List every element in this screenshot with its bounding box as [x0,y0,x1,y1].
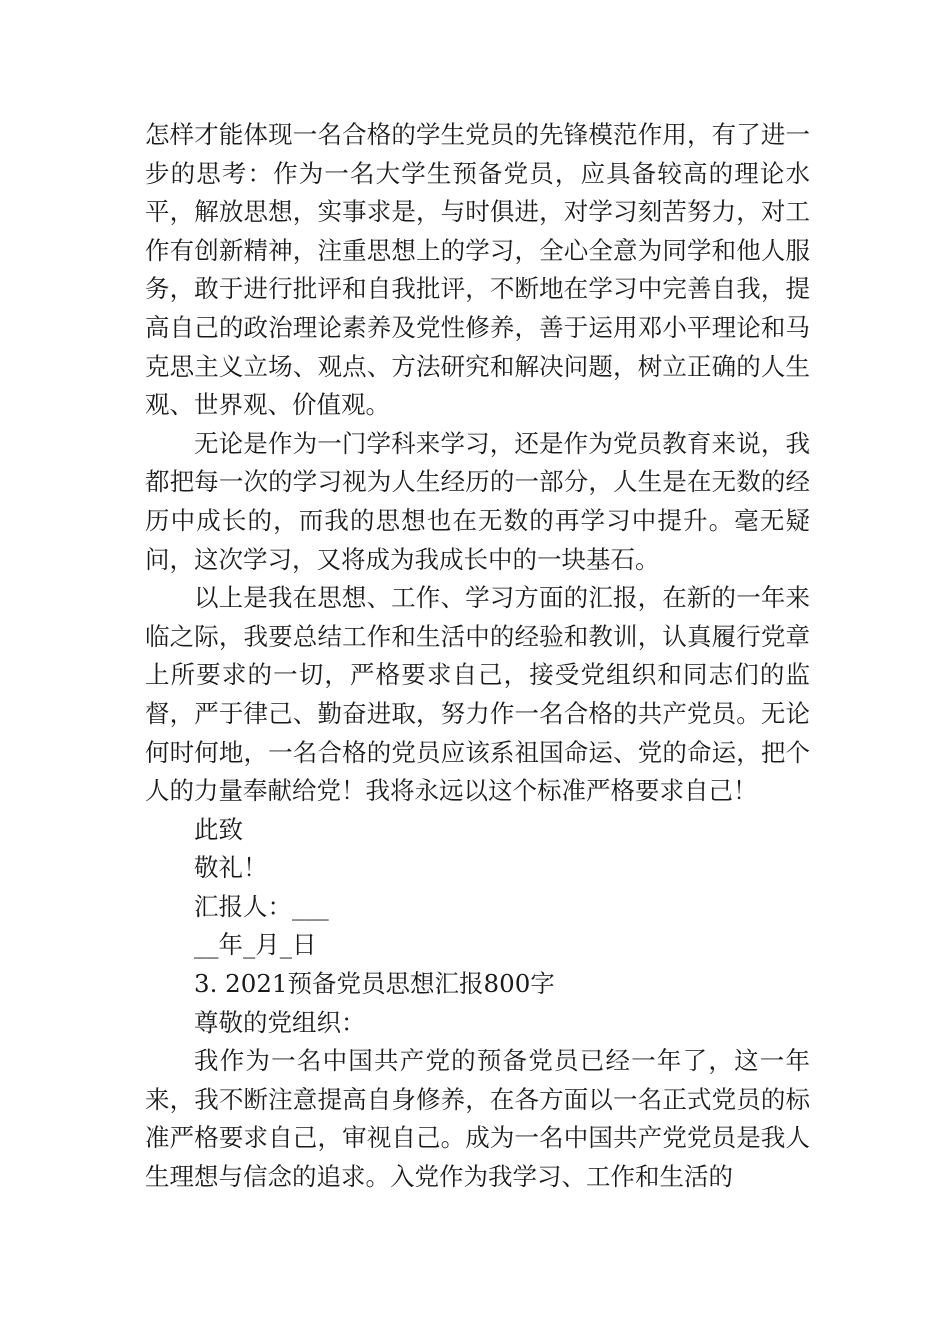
date-line: __年_月_日 [194,930,317,960]
section-title: 3. 2021预备党员思想汇报800字 [194,969,555,999]
closing-line: 此致 [194,814,243,844]
paragraph-new-report: 我作为一名中国共产党的预备党员已经一年了，这一年来，我不断注意提高自身修养，在各方面以一名正式党员的标准严格要求自己，审视自己。成为一名中国共产党党员是我人生理想与信念的追求。入党作为我学习、工作和生活的 [145,1046,810,1192]
document-body [145,116,810,1197]
paragraph-study: 无论是作为一门学科来学习，还是作为党员教育来说，我都把每一次的学习视为人生经历的一部分，人生是在无数的经历中成长的，而我的思想也在无数的再学习中提升。毫无疑问，这次学习，又将成为我成长中的一块基石。 [145,428,810,574]
reporter-line: 汇报人：___ [194,891,329,921]
paragraph-summary: 以上是我在思想、工作、学习方面的汇报，在新的一年来临之际，我要总结工作和生活中的经验和教训，认真履行党章上所要求的一切，严格要求自己，接受党组织和同志们的监督，严于律己、勤奋进取，努力作一名合格的共产党员。无论何时何地，一名合格的党员应该系祖国命运、党的命运，把个人的力量奉献给党！我将永远以这个标准严格要求自己！ [145,583,810,806]
salute-line: 敬礼！ [194,853,268,883]
greeting-line: 尊敬的党组织： [194,1007,366,1037]
paragraph-continued: 怎样才能体现一名合格的学生党员的先锋模范作用，有了进一步的思考：作为一名大学生预备党员，应具备较高的理论水平，解放思想，实事求是，与时俱进，对学习刻苦努力，对工作有创新精神，注重思想上的学习，全心全意为同学和他人服务，敢于进行批评和自我批评，不断地在学习中完善自我，提高自己的政治理论素养及党性修养，善于运用邓小平理论和马克思主义立场、观点、方法研究和解决问题，树立正确的人生观、世界观、价值观。 [145,120,810,420]
